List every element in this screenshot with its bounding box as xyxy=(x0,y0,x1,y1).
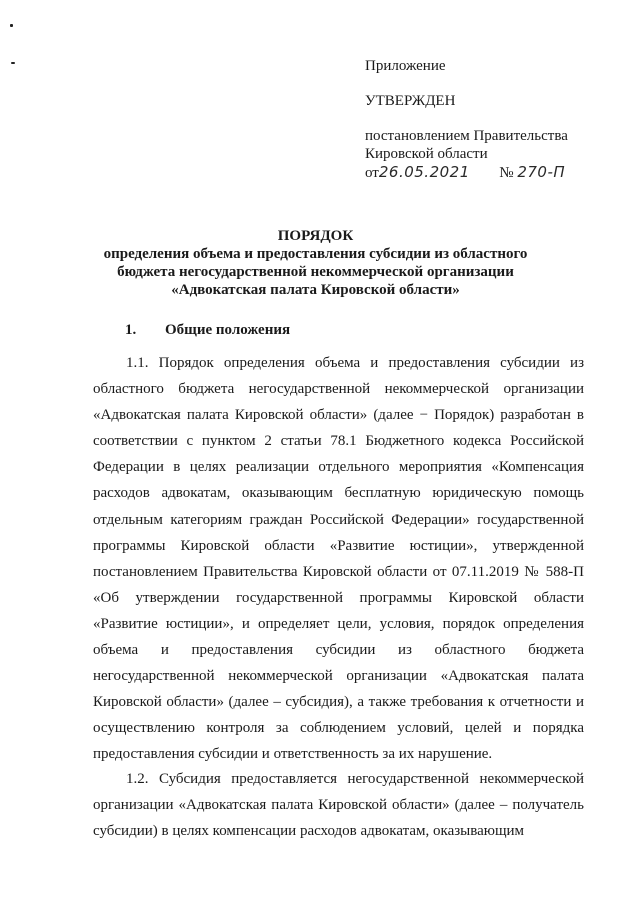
number-prefix: № xyxy=(499,165,514,181)
paragraph-1-2: 1.2. Субсидия предоставляется негосударственной некоммерческой организации «Адвокатская палата Кировской области» (далее – получатель субсидии) в целях компенсации расходов адвокатам, оказывающим xyxy=(93,771,584,840)
section-number: 1. xyxy=(125,322,137,338)
approved-label: УТВЕРЖДЕН xyxy=(365,93,456,109)
section-title: Общие положения xyxy=(165,322,291,338)
title-line-2: определения объема и предоставления субсидии из областного xyxy=(103,246,528,262)
date-prefix: от xyxy=(365,165,379,181)
document-title: ПОРЯДОК xyxy=(277,228,354,244)
title-line-4: «Адвокатская палата Кировской области» xyxy=(171,282,460,298)
title-line-3: бюджета негосударственной некоммерческой организации xyxy=(117,264,514,280)
handwritten-number: 270-П xyxy=(517,163,566,181)
scan-speck xyxy=(10,24,13,27)
decree-line-2: Кировской области xyxy=(365,146,488,162)
scan-speck xyxy=(11,62,15,64)
decree-date-number xyxy=(365,163,565,182)
handwritten-date: 26.05.2021 xyxy=(378,163,470,181)
section-heading xyxy=(125,322,290,339)
appendix-label: Приложение xyxy=(365,58,446,74)
decree-line-1: постановлением Правительства xyxy=(365,128,568,144)
paragraph-1-1: 1.1. Порядок определения объема и предоставления субсидии из областного бюджета негосударственной некоммерческой организации «Адвокатская палата Кировской области» (далее − Порядок) разработан в соответствии с пунктом 2 статьи 78.1 Бюджетного кодекса Российской Федерации в целях реализации отдельного мероприятия «Компенсация расходов адвокатам, оказывающим бесплатную юридическую помощь отдельным категориям граждан Российской Федерации» государственной программы Кировской области «Развитие юстиции», утвержденной постановлением Правительства Кировской области от 07.11.2019 № 588-П «Об утверждении государственной программы Кировской области «Развитие юстиции», и определяет цели, условия, порядок определения объема и предоставления субсидии из областного бюджета негосударственной некоммерческой организации «Адвокатская палата Кировской области» (далее – субсидия), а также требования к отчетности и осуществлению контроля за соблюдением условий, целей и порядка предоставления субсидии и ответственность за их нарушение. xyxy=(93,355,584,763)
